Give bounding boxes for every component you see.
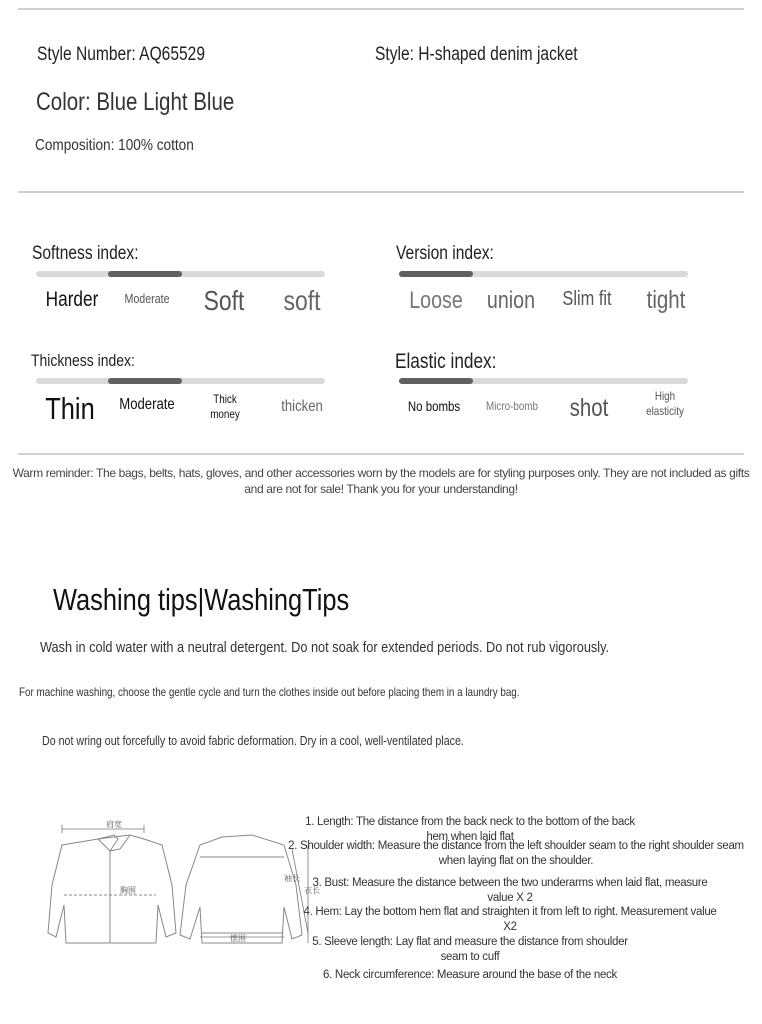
index-divider	[18, 453, 744, 455]
thickness-fill	[108, 378, 182, 384]
washing-tip: Do not wring out forcefully to avoid fabric deformation. Dry in a cool, well-ventilated place.	[42, 733, 464, 748]
softness-index-label: Softness index:	[32, 243, 139, 264]
washing-tip: For machine washing, choose the gentle cycle and turn the clothes inside out before placing them in a laundry bag.	[19, 685, 520, 699]
style-name: Style: H-shaped denim jacket	[375, 44, 578, 65]
version-track	[399, 271, 688, 277]
top-divider	[18, 8, 744, 10]
elastic-index-label: Elastic index:	[395, 350, 497, 373]
info-divider	[18, 191, 744, 193]
hem-label: 摆围	[230, 934, 246, 943]
composition-text: Composition: 100% cotton	[35, 137, 194, 154]
softness-option-harder: Harder	[45, 288, 99, 311]
elastic-fill	[399, 378, 473, 384]
version-fill	[399, 271, 473, 277]
style-number: Style Number: AQ65529	[37, 44, 206, 65]
softness-track	[36, 271, 325, 277]
measurement-note: 6. Neck circumference: Measure around the base of the neck	[323, 969, 617, 981]
measurement-note: 1. Length: The distance from the back neck to the bottom of the back hem when laid flat	[305, 816, 635, 843]
elastic-option-micro-bomb: Micro-bomb	[486, 399, 538, 413]
bust-label: 胸围	[120, 886, 136, 895]
measurement-note: 4. Hem: Lay the bottom hem flat and straighten it from left to right. Measurement value X2	[303, 906, 717, 933]
thickness-option-thicken: thicken	[281, 398, 323, 415]
sleeve-label: 袖长	[284, 874, 300, 883]
warm-reminder: Warm reminder: The bags, belts, hats, gloves, and other accessories worn by the models are for styling purposes only. They are not included as gifts and are not for sale! Thank you for your understanding!	[12, 466, 750, 496]
elastic-option-no-bombs: No bombs	[407, 398, 461, 414]
elastic-option-shot: shot	[569, 394, 609, 422]
version-option-union: union	[486, 287, 536, 314]
softness-option-soft-2: soft	[283, 285, 321, 316]
elastic-option-high-elasticity: High elasticity	[646, 389, 684, 418]
washing-title: Washing tips|WashingTips	[53, 582, 350, 617]
softness-fill	[108, 271, 182, 277]
measurement-note: 2. Shoulder width: Measure the distance from the left shoulder seam to the right shoulder seam when laying flat on the shoulder.	[288, 840, 744, 867]
front-shirt-outline	[48, 835, 176, 943]
version-option-loose: Loose	[409, 287, 463, 314]
color-text: Color: Blue Light Blue	[36, 88, 235, 116]
shirt-measurement-diagram	[40, 815, 325, 955]
elastic-track	[399, 378, 688, 384]
measurement-note: 3. Bust: Measure the distance between the two underarms when laid flat, measure value X 2	[312, 877, 708, 904]
shoulder-label: 肩宽	[106, 820, 122, 829]
version-option-slim-fit: Slim fit	[562, 288, 612, 310]
softness-option-soft: Soft	[203, 285, 245, 316]
length-label: 衣长	[304, 886, 320, 895]
thickness-index-label: Thickness index:	[31, 351, 135, 370]
measurement-note: 5. Sleeve length: Lay flat and measure the distance from shoulder seam to cuff	[312, 936, 628, 963]
thickness-option-thin: Thin	[45, 391, 95, 426]
washing-tip: Wash in cold water with a neutral detergent. Do not soak for extended periods. Do not rub vigorously.	[40, 639, 610, 656]
version-index-label: Version index:	[396, 243, 494, 264]
version-option-tight: tight	[646, 286, 686, 314]
softness-option-moderate: Moderate	[124, 291, 170, 306]
thickness-option-moderate: Moderate	[119, 396, 175, 413]
thickness-track	[36, 378, 325, 384]
thickness-option-thick-money: Thick money	[210, 392, 240, 421]
